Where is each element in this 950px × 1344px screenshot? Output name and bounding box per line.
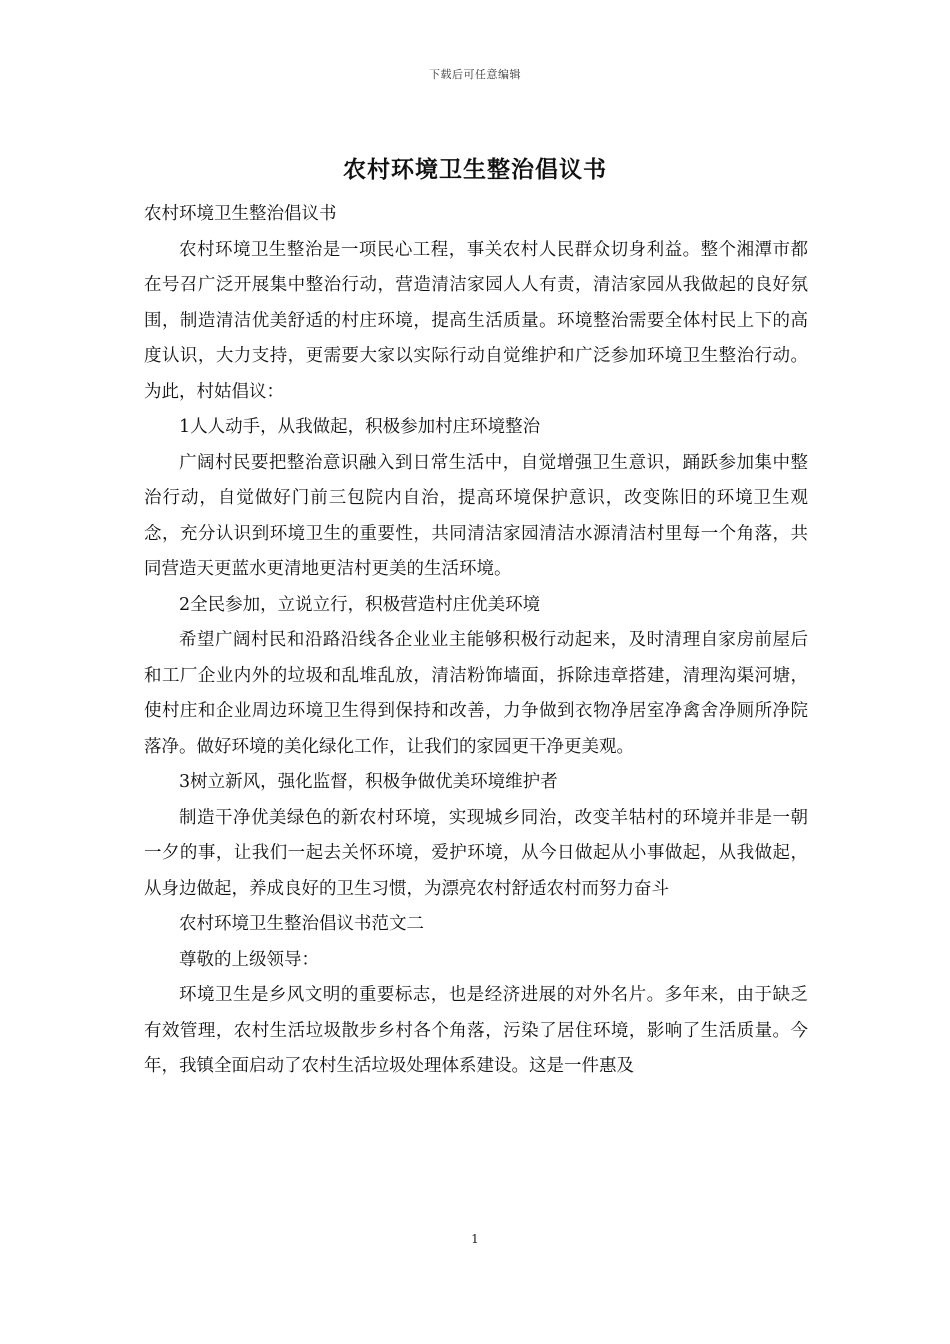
document-body <box>144 197 808 1085</box>
salutation: 尊敬的上级领导： <box>179 949 319 970</box>
document-title: 农村环境卫生整治倡议书 <box>343 156 607 183</box>
section-heading-3: 3树立新风，强化监督，积极争做优美环境维护者 <box>179 772 558 792</box>
section-heading-1: 1人人动手，从我做起，积极参加村庄环境整治 <box>179 417 541 437</box>
paragraph-intro: 农村环境卫生整治是一项民心工程，事关农村人民群众切身利益。整个湘潭市都在号召广泛开展集中整治行动，营造清洁家园人人有责，清洁家园从我做起的良好氛围，制造清洁优美舒适的村庄环境，提高生活质量。环境整治需要全体村民上下的高度认识，大力支持，更需要大家以实际行动自觉维护和广泛参加环境卫生整治行动。为此，村姑倡议： <box>144 239 808 402</box>
paragraph-section-1: 广阔村民要把整治意识融入到日常生活中，自觉增强卫生意识，踊跃参加集中整治行动，自觉做好门前三包院内自治，提高环境保护意识，改变陈旧的环境卫生观念，充分认识到环境卫生的重要性，共同清洁家园清洁水源清洁村里每一个角落，共同营造天更蓝水更清地更洁村更美的生活环境。 <box>144 452 808 579</box>
paragraph-section-3: 制造干净优美绿色的新农村环境，实现城乡同治，改变羊牯村的环境并非是一朝一夕的事，让我们一起去关怀环境，爱护环境，从今日做起从小事做起，从我做起，从身边做起，养成良好的卫生习惯，为漂亮农村舒适农村而努力奋斗 <box>144 807 808 899</box>
page-number: 1 <box>471 1232 479 1246</box>
paragraph-section-2: 希望广阔村民和沿路沿线各企业业主能够积极行动起来，及时清理自家房前屋后和工厂企业内外的垃圾和乱堆乱放，清洁粉饰墙面，拆除违章搭建，清理沟渠河塘，使村庄和企业周边环境卫生得到保持和改善，力争做到衣物净居室净禽舍净厕所净院落净。做好环境的美化绿化工作，让我们的家园更干净更美观。 <box>144 630 808 757</box>
section-heading-2: 2全民参加，立说立行，积极营造村庄优美环境 <box>179 594 541 615</box>
document-subtitle: 农村环境卫生整治倡议书 <box>144 204 337 224</box>
paragraph-sample-two: 环境卫生是乡风文明的重要标志，也是经济进展的对外名片。多年来，由于缺乏有效管理，农村生活垃圾散步乡村各个角落，污染了居住环境，影响了生活质量。今年，我镇全面启动了农村生活垃圾处理体系建设。这是一件惠及 <box>144 985 808 1076</box>
header-note: 下载后可任意编辑 <box>429 68 521 81</box>
sample-two-heading: 农村环境卫生整治倡议书范文二 <box>179 914 424 934</box>
